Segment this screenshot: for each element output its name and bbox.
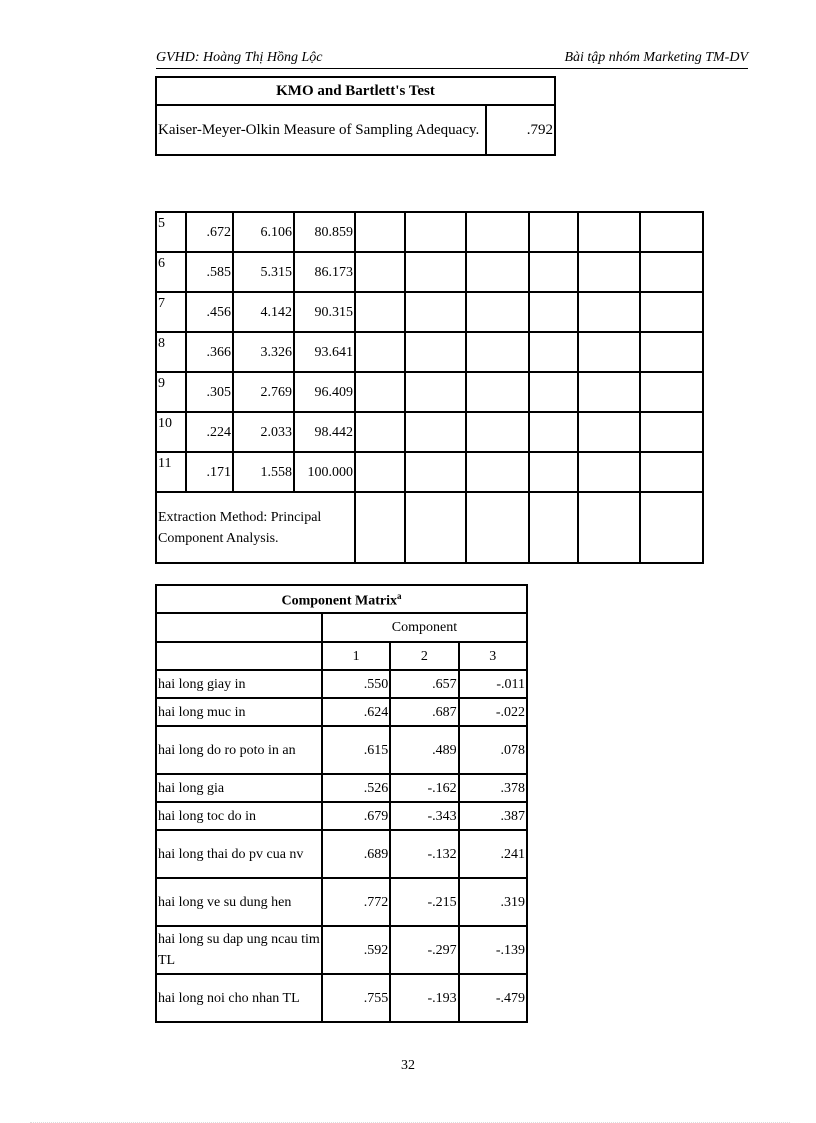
component-matrix-table <box>155 584 528 1023</box>
variance-empty-cell <box>405 332 466 372</box>
variance-footnote-row <box>156 492 703 563</box>
variance-empty-cell <box>640 212 703 252</box>
component-row-label: hai long giay in <box>156 670 322 698</box>
component-row <box>156 802 527 830</box>
variance-empty-cell <box>355 332 405 372</box>
variance-empty-cell <box>405 252 466 292</box>
component-value-cell: .489 <box>390 726 458 774</box>
component-matrix-title <box>156 585 527 613</box>
header-course: Bài tập nhóm Marketing TM-DV <box>564 50 748 65</box>
variance-cum-cell: 93.641 <box>294 332 355 372</box>
component-value-cell: .615 <box>322 726 390 774</box>
component-row-label: hai long noi cho nhan TL <box>156 974 322 1022</box>
component-row <box>156 974 527 1022</box>
variance-total-cell: .305 <box>186 372 233 412</box>
variance-empty-cell <box>578 412 640 452</box>
component-row-label: hai long do ro poto in an <box>156 726 322 774</box>
variance-total-cell: .224 <box>186 412 233 452</box>
empty-header-cell <box>156 642 322 670</box>
variance-empty-cell <box>529 492 578 563</box>
variance-cum-cell: 86.173 <box>294 252 355 292</box>
page-number: 32 <box>401 1058 415 1073</box>
component-row-label: hai long toc do in <box>156 802 322 830</box>
variance-row <box>156 452 703 492</box>
variance-empty-cell <box>466 292 529 332</box>
component-value-cell: .550 <box>322 670 390 698</box>
component-value-cell: -.132 <box>390 830 458 878</box>
variance-empty-cell <box>355 452 405 492</box>
variance-empty-cell <box>466 452 529 492</box>
variance-empty-cell <box>578 492 640 563</box>
variance-component-cell: 11 <box>156 452 186 492</box>
component-row-label: hai long su dap ung ncau tim TL <box>156 926 322 974</box>
variance-component-cell: 9 <box>156 372 186 412</box>
variance-empty-cell <box>529 412 578 452</box>
variance-pct-cell: 5.315 <box>233 252 294 292</box>
variance-component-cell: 7 <box>156 292 186 332</box>
variance-empty-cell <box>640 412 703 452</box>
variance-empty-cell <box>640 492 703 563</box>
variance-empty-cell <box>529 252 578 292</box>
component-value-cell: .078 <box>459 726 527 774</box>
variance-empty-cell <box>355 492 405 563</box>
component-value-cell: .378 <box>459 774 527 802</box>
kmo-value: .792 <box>486 105 555 155</box>
component-value-cell: -.215 <box>390 878 458 926</box>
component-col-1: 1 <box>322 642 390 670</box>
variance-total-cell: .366 <box>186 332 233 372</box>
component-value-cell: .241 <box>459 830 527 878</box>
component-value-cell: .689 <box>322 830 390 878</box>
component-value-cell: -.193 <box>390 974 458 1022</box>
component-row-label: hai long gia <box>156 774 322 802</box>
component-value-cell: .657 <box>390 670 458 698</box>
variance-component-cell: 8 <box>156 332 186 372</box>
variance-empty-cell <box>640 372 703 412</box>
component-row-label: hai long ve su dung hen <box>156 878 322 926</box>
component-col-3: 3 <box>459 642 527 670</box>
component-value-cell: .772 <box>322 878 390 926</box>
variance-pct-cell: 1.558 <box>233 452 294 492</box>
variance-empty-cell <box>578 332 640 372</box>
variance-pct-cell: 3.326 <box>233 332 294 372</box>
variance-row <box>156 252 703 292</box>
variance-footnote: Extraction Method: Principal Component Analysis. <box>156 492 355 563</box>
component-row <box>156 926 527 974</box>
variance-row <box>156 412 703 452</box>
variance-total-cell: .585 <box>186 252 233 292</box>
component-col-2: 2 <box>390 642 458 670</box>
variance-pct-cell: 6.106 <box>233 212 294 252</box>
variance-empty-cell <box>405 452 466 492</box>
variance-empty-cell <box>640 292 703 332</box>
variance-empty-cell <box>578 372 640 412</box>
variance-row <box>156 372 703 412</box>
variance-empty-cell <box>355 412 405 452</box>
variance-empty-cell <box>405 292 466 332</box>
component-value-cell: -.022 <box>459 698 527 726</box>
component-row-label: hai long muc in <box>156 698 322 726</box>
component-matrix-title-sup: a <box>397 591 402 602</box>
variance-row <box>156 292 703 332</box>
component-matrix-title-text: Component Matrix <box>281 593 397 609</box>
variance-empty-cell <box>405 492 466 563</box>
page-header <box>156 50 748 69</box>
variance-empty-cell <box>405 412 466 452</box>
variance-empty-cell <box>466 492 529 563</box>
variance-pct-cell: 2.769 <box>233 372 294 412</box>
variance-cum-cell: 96.409 <box>294 372 355 412</box>
variance-empty-cell <box>578 292 640 332</box>
variance-empty-cell <box>640 332 703 372</box>
variance-component-cell: 10 <box>156 412 186 452</box>
component-row <box>156 698 527 726</box>
variance-empty-cell <box>405 372 466 412</box>
variance-row <box>156 332 703 372</box>
header-instructor: GVHD: Hoàng Thị Hồng Lộc <box>156 50 323 65</box>
variance-component-cell: 5 <box>156 212 186 252</box>
component-value-cell: -.297 <box>390 926 458 974</box>
component-value-cell: -.139 <box>459 926 527 974</box>
variance-empty-cell <box>529 372 578 412</box>
variance-empty-cell <box>640 252 703 292</box>
component-row <box>156 774 527 802</box>
variance-empty-cell <box>405 212 466 252</box>
variance-cum-cell: 100.000 <box>294 452 355 492</box>
component-row <box>156 726 527 774</box>
component-header: Component <box>322 613 527 642</box>
kmo-table <box>155 76 556 156</box>
variance-empty-cell <box>529 452 578 492</box>
component-value-cell: .755 <box>322 974 390 1022</box>
component-value-cell: .687 <box>390 698 458 726</box>
variance-empty-cell <box>466 372 529 412</box>
component-value-cell: .592 <box>322 926 390 974</box>
component-row <box>156 878 527 926</box>
component-value-cell: -.011 <box>459 670 527 698</box>
component-value-cell: .526 <box>322 774 390 802</box>
variance-total-cell: .171 <box>186 452 233 492</box>
component-value-cell: -.162 <box>390 774 458 802</box>
component-row <box>156 830 527 878</box>
variance-empty-cell <box>578 252 640 292</box>
variance-total-cell: .672 <box>186 212 233 252</box>
variance-empty-cell <box>529 292 578 332</box>
variance-empty-cell <box>578 452 640 492</box>
component-row <box>156 670 527 698</box>
component-value-cell: .624 <box>322 698 390 726</box>
variance-row <box>156 212 703 252</box>
component-value-cell: -.479 <box>459 974 527 1022</box>
variance-empty-cell <box>355 372 405 412</box>
variance-empty-cell <box>355 212 405 252</box>
variance-empty-cell <box>578 212 640 252</box>
kmo-title: KMO and Bartlett's Test <box>156 77 555 105</box>
variance-cum-cell: 80.859 <box>294 212 355 252</box>
variance-empty-cell <box>640 452 703 492</box>
variance-empty-cell <box>466 212 529 252</box>
variance-empty-cell <box>466 412 529 452</box>
component-value-cell: -.343 <box>390 802 458 830</box>
variance-empty-cell <box>355 292 405 332</box>
component-value-cell: .319 <box>459 878 527 926</box>
kmo-label: Kaiser-Meyer-Olkin Measure of Sampling Adequacy. <box>156 105 486 155</box>
component-value-cell: .679 <box>322 802 390 830</box>
variance-cum-cell: 90.315 <box>294 292 355 332</box>
empty-header-cell <box>156 613 322 642</box>
variance-empty-cell <box>529 332 578 372</box>
variance-table <box>155 211 704 564</box>
variance-pct-cell: 2.033 <box>233 412 294 452</box>
variance-empty-cell <box>355 252 405 292</box>
variance-empty-cell <box>466 332 529 372</box>
variance-component-cell: 6 <box>156 252 186 292</box>
component-row-label: hai long thai do pv cua nv <box>156 830 322 878</box>
component-value-cell: .387 <box>459 802 527 830</box>
variance-empty-cell <box>466 252 529 292</box>
variance-pct-cell: 4.142 <box>233 292 294 332</box>
variance-total-cell: .456 <box>186 292 233 332</box>
variance-empty-cell <box>529 212 578 252</box>
variance-cum-cell: 98.442 <box>294 412 355 452</box>
